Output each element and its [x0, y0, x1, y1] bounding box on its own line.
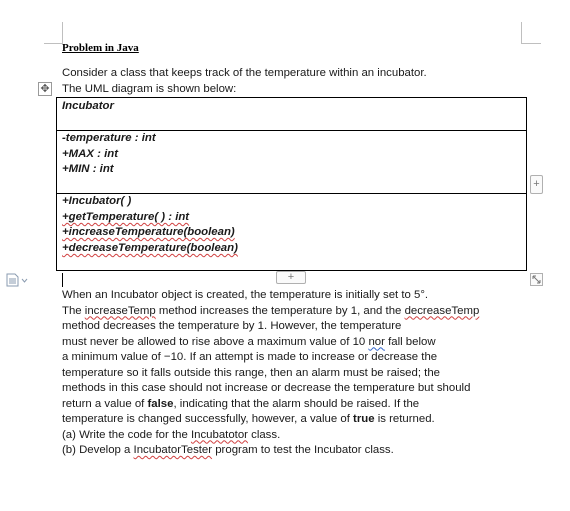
keyword-false: false: [147, 397, 174, 410]
table-resize-icon[interactable]: [530, 273, 543, 286]
uml-methods-section: [57, 194, 526, 270]
class-name-misspelled: Incubatotor: [190, 428, 248, 441]
table-move-handle-icon[interactable]: ✥: [38, 82, 52, 96]
crop-mark-top-right-v: [521, 22, 522, 44]
body-line: a minimum value of −10. If an attempt is made to increase or decrease the: [62, 351, 438, 363]
keyword-true: true: [353, 413, 375, 425]
tester-class-name: IncubatorTester: [133, 444, 213, 456]
body-line: method decreases the temperature by 1. However, the temperature: [62, 320, 402, 332]
body-line: [62, 428, 479, 444]
body-line: [62, 335, 479, 351]
problem-description: [62, 288, 479, 459]
body-line: When an Incubator object is created, the temperature is initially set to 5°.: [62, 289, 429, 301]
add-column-button[interactable]: +: [530, 175, 543, 194]
body-text: (a) Write the code for the: [62, 428, 191, 441]
body-line: [62, 443, 479, 459]
uml-method: +getTemperature( ) : int: [62, 211, 190, 223]
intro-paragraph: [62, 66, 427, 97]
uml-attribute: +MAX : int: [62, 148, 119, 160]
body-line: [62, 412, 479, 428]
uml-method: +increaseTemperature(boolean): [62, 226, 235, 238]
uml-method: +decreaseTemperature(boolean): [62, 242, 238, 254]
body-text: method increases the temperature by 1, and the: [155, 304, 405, 317]
uml-class-name-section: [57, 98, 526, 131]
body-text: is returned.: [374, 413, 435, 425]
document-page-icon[interactable]: [6, 273, 32, 287]
body-line: temperature so it falls outside this range, then an alarm must be raised; the: [62, 366, 440, 379]
document-heading: Problem in Java: [62, 42, 139, 54]
body-text: must never be allowed to rise above a maximum value of 10: [62, 335, 369, 348]
method-name-increase: increaseTemp: [84, 304, 156, 317]
body-line: [62, 397, 479, 413]
intro-line: Consider a class that keeps track of the temperature within an incubator.: [62, 67, 427, 79]
intro-line: The UML diagram is shown below:: [62, 82, 237, 95]
crop-mark-top-left-v: [62, 22, 63, 44]
body-text: The: [62, 304, 85, 317]
uml-attribute: +MIN : int: [62, 163, 114, 175]
uml-attributes-section: [57, 131, 526, 194]
add-row-button[interactable]: +: [276, 271, 306, 284]
body-text: fall below: [384, 335, 436, 348]
body-text: return a value of: [62, 397, 148, 410]
crop-mark-top-left-h: [44, 43, 62, 44]
text-cursor: [62, 273, 63, 287]
body-text: class.: [247, 428, 281, 441]
body-line: methods in this case should not increase or decrease the temperature but should: [62, 382, 471, 394]
uml-attribute: -temperature : int: [62, 132, 156, 144]
method-name-decrease: decreaseTemp: [404, 304, 480, 317]
crop-mark-top-right-h: [521, 43, 541, 44]
body-text: (b) Develop a: [62, 444, 134, 456]
uml-class-diagram: [56, 97, 527, 271]
uml-class-name: Incubator: [62, 100, 114, 112]
body-text: program to test the Incubator class.: [212, 444, 394, 456]
uml-method: +Incubator( ): [62, 195, 132, 207]
body-line: [62, 304, 479, 320]
body-text: , indicating that the alarm should be raised. If the: [173, 397, 420, 410]
grammar-flag-word: nor: [368, 335, 385, 348]
body-text: temperature is changed successfully, however, a value of: [62, 413, 354, 425]
